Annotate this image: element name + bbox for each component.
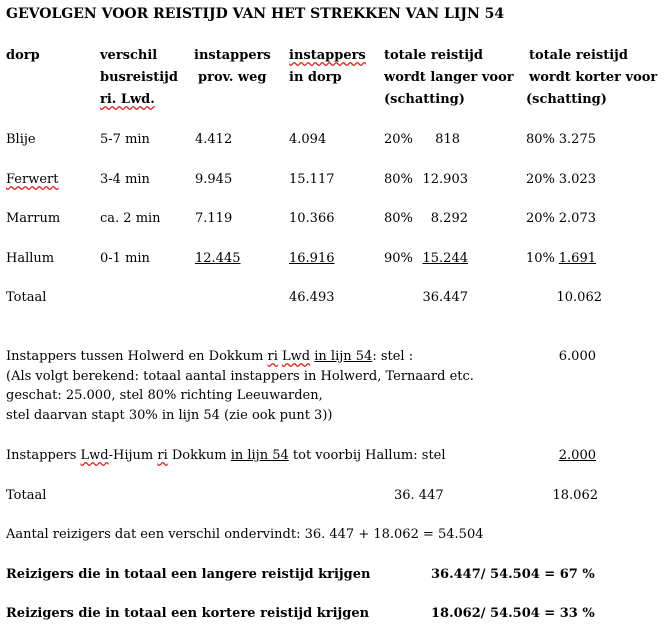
- row-hallum-langer-pct: 90%: [384, 251, 413, 266]
- row-marrum-prov: 7.119: [195, 211, 233, 226]
- row-ferwert-langer-pct: 80%: [384, 172, 413, 187]
- header-langer: totale reistijd wordt langer voor (schatting): [384, 48, 514, 107]
- hijum-line: Instappers Lwd-Hijum ri Dokkum in lijn 54 tot voorbij Hallum: stel: [6, 448, 446, 463]
- row-blije-dorp: Blije: [6, 132, 36, 147]
- korter-label: Reizigers die in totaal een kortere reistijd krijgen: [6, 606, 370, 621]
- row-ferwert-indorp: 15.117: [289, 172, 335, 187]
- header-korter: totale reistijd wordt korter voor (schatting): [526, 48, 658, 107]
- holwerd-line: Instappers tussen Holwerd en Dokkum ri Lwd in lijn 54: stel :: [6, 349, 414, 364]
- header-instappers-dorp: instappers in dorp: [289, 48, 366, 85]
- row-hallum-langer-val: 15.244: [422, 251, 468, 266]
- totaal-label: Totaal: [6, 290, 47, 305]
- row-ferwert-korter-val: 3.023: [558, 172, 596, 187]
- totaal2-label: Totaal: [6, 488, 47, 503]
- row-marrum-langer-val: 8.292: [430, 211, 468, 226]
- row-marrum-korter-val: 2.073: [558, 211, 596, 226]
- row-ferwert-dorp: Ferwert: [6, 172, 59, 187]
- row-hallum-prov: 12.445: [195, 251, 241, 266]
- row-marrum-langer-pct: 80%: [384, 211, 413, 226]
- row-blije-korter-val: 3.275: [558, 132, 596, 147]
- header-verschil: verschil busreistijd ri. Lwd.: [100, 48, 178, 107]
- holwerd-value: 6.000: [558, 349, 596, 364]
- document-title: GEVOLGEN VOOR REISTIJD VAN HET STREKKEN VAN LIJN 54: [6, 6, 505, 22]
- langer-label: Reizigers die in totaal een langere reistijd krijgen: [6, 567, 371, 582]
- row-marrum-dorp: Marrum: [6, 211, 61, 226]
- totaal-korter: 10.062: [556, 290, 602, 305]
- row-blije-korter-pct: 80%: [526, 132, 555, 147]
- row-marrum-verschil: ca. 2 min: [100, 211, 161, 226]
- totaal2-korter: 18.062: [552, 488, 598, 503]
- header-instappers-prov: instappers prov. weg: [194, 48, 271, 85]
- korter-value: 18.062/ 54.504 = 33 %: [431, 606, 595, 621]
- row-hallum-dorp: Hallum: [6, 251, 55, 266]
- row-hallum-korter-pct: 10%: [526, 251, 555, 266]
- row-ferwert-prov: 9.945: [195, 172, 233, 187]
- row-blije-prov: 4.412: [195, 132, 233, 147]
- row-hallum-indorp: 16.916: [289, 251, 335, 266]
- totaal2-langer: 36. 447: [394, 488, 444, 503]
- row-hallum-korter-val: 1.691: [558, 251, 596, 266]
- aantal-reizigers: Aantal reizigers dat een verschil ondervindt: 36. 447 + 18.062 = 54.504: [6, 527, 484, 542]
- totaal-langer: 36.447: [422, 290, 468, 305]
- totaal-indorp: 46.493: [289, 290, 335, 305]
- row-blije-verschil: 5-7 min: [100, 132, 150, 147]
- row-hallum-verschil: 0-1 min: [100, 251, 150, 266]
- holwerd-note-1: (Als volgt berekend: totaal aantal instappers in Holwerd, Ternaard etc.: [6, 369, 474, 384]
- row-blije-langer-pct: 20%: [384, 132, 413, 147]
- row-marrum-indorp: 10.366: [289, 211, 335, 226]
- row-ferwert-langer-val: 12.903: [422, 172, 468, 187]
- row-marrum-korter-pct: 20%: [526, 211, 555, 226]
- holwerd-note-2: geschat: 25.000, stel 80% richting Leeuwarden,: [6, 388, 323, 403]
- langer-value: 36.447/ 54.504 = 67 %: [431, 567, 595, 582]
- holwerd-note-3: stel daarvan stapt 30% in lijn 54 (zie ook punt 3)): [6, 408, 333, 423]
- row-ferwert-verschil: 3-4 min: [100, 172, 150, 187]
- row-ferwert-korter-pct: 20%: [526, 172, 555, 187]
- header-dorp: dorp: [6, 48, 40, 63]
- hijum-value: 2.000: [558, 448, 596, 463]
- row-blije-indorp: 4.094: [289, 132, 327, 147]
- row-blije-langer-val: 818: [435, 132, 460, 147]
